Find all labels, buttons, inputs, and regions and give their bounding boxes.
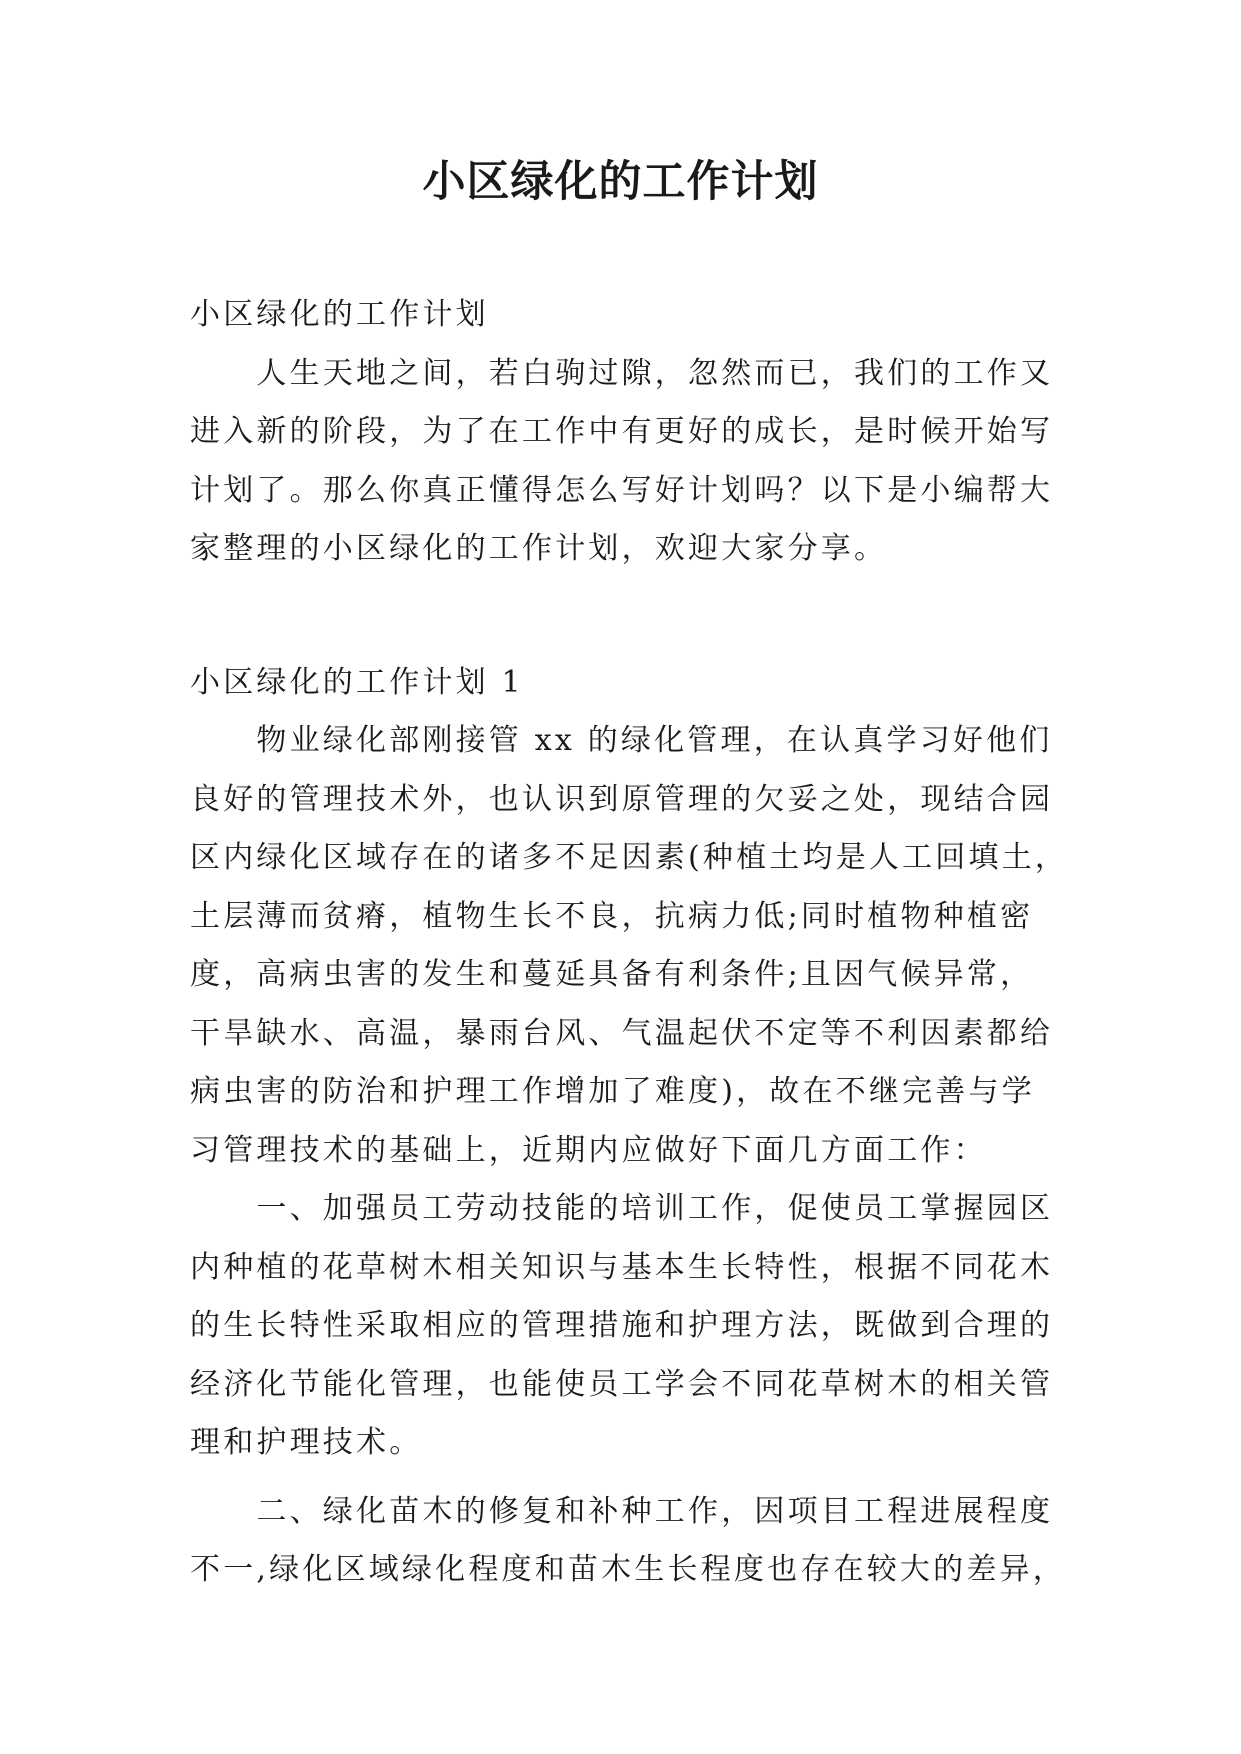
paragraph-line: 人生天地之间，若白驹过隙，忽然而已，我们的工作又 (190, 355, 1054, 391)
paragraph-line: 度，高病虫害的发生和蔓延具备有利条件;且因气候异常， (190, 957, 1034, 992)
section-paragraph (190, 712, 1069, 1180)
document-body (190, 286, 1069, 1600)
paragraph-line: 家整理的小区绿化的工作计划，欢迎大家分享。 (190, 531, 888, 566)
paragraph-line: 区内绿化区域存在的诸多不足因素(种植土均是人工回填土， (190, 840, 1069, 875)
paragraph-line: 良好的管理技术外，也认识到原管理的欠妥之处，现结合园 (190, 781, 1054, 817)
paragraph-spacer (190, 579, 1052, 654)
paragraph-line: 病虫害的防治和护理工作增加了难度)，故在不继完善与学 (190, 1074, 1035, 1109)
paragraph-line: 的生长特性采取相应的管理措施和护理方法，既做到合理的 (190, 1308, 1054, 1343)
item-two-paragraph (190, 1483, 1066, 1600)
paragraph-line: 干旱缺水、高温，暴雨台风、气温起伏不定等不利因素都给 (190, 1015, 1054, 1051)
paragraph-line: 计划了。那么你真正懂得怎么写好计划吗？以下是小编帮大 (190, 472, 1054, 508)
paragraph-spacer (190, 1473, 1052, 1483)
paragraph-line: 理和护理技术。 (190, 1425, 423, 1460)
paragraph-line: 物业绿化部刚接管 xx 的绿化管理，在认真学习好他们 (190, 723, 1053, 758)
paragraph-line: 进入新的阶段，为了在工作中有更好的成长，是时候开始写 (190, 414, 1054, 449)
paragraph-line: 一、加强员工劳动技能的培训工作，促使员工掌握园区 (190, 1191, 1054, 1226)
paragraph-line: 土层薄而贫瘠，植物生长不良，抗病力低;同时植物种植密 (190, 898, 1034, 934)
section-heading: 小区绿化的工作计划 1 (190, 664, 524, 700)
paragraph-line: 二、绿化苗木的修复和补种工作，因项目工程进展程度 (190, 1493, 1054, 1529)
paragraph-line: 不一,绿化区域绿化程度和苗木生长程度也存在较大的差异， (190, 1552, 1066, 1587)
document-subtitle: 小区绿化的工作计划 (190, 297, 489, 332)
document-title: 小区绿化的工作计划 (422, 157, 819, 207)
intro-paragraph (190, 345, 1052, 579)
paragraph-line: 内种植的花草树木相关知识与基本生长特性，根据不同花木 (190, 1249, 1054, 1285)
paragraph-line: 经济化节能化管理，也能使员工学会不同花草树木的相关管 (190, 1366, 1054, 1402)
item-one-paragraph (190, 1180, 1052, 1473)
paragraph-line: 习管理技术的基础上，近期内应做好下面几方面工作： (190, 1132, 987, 1168)
